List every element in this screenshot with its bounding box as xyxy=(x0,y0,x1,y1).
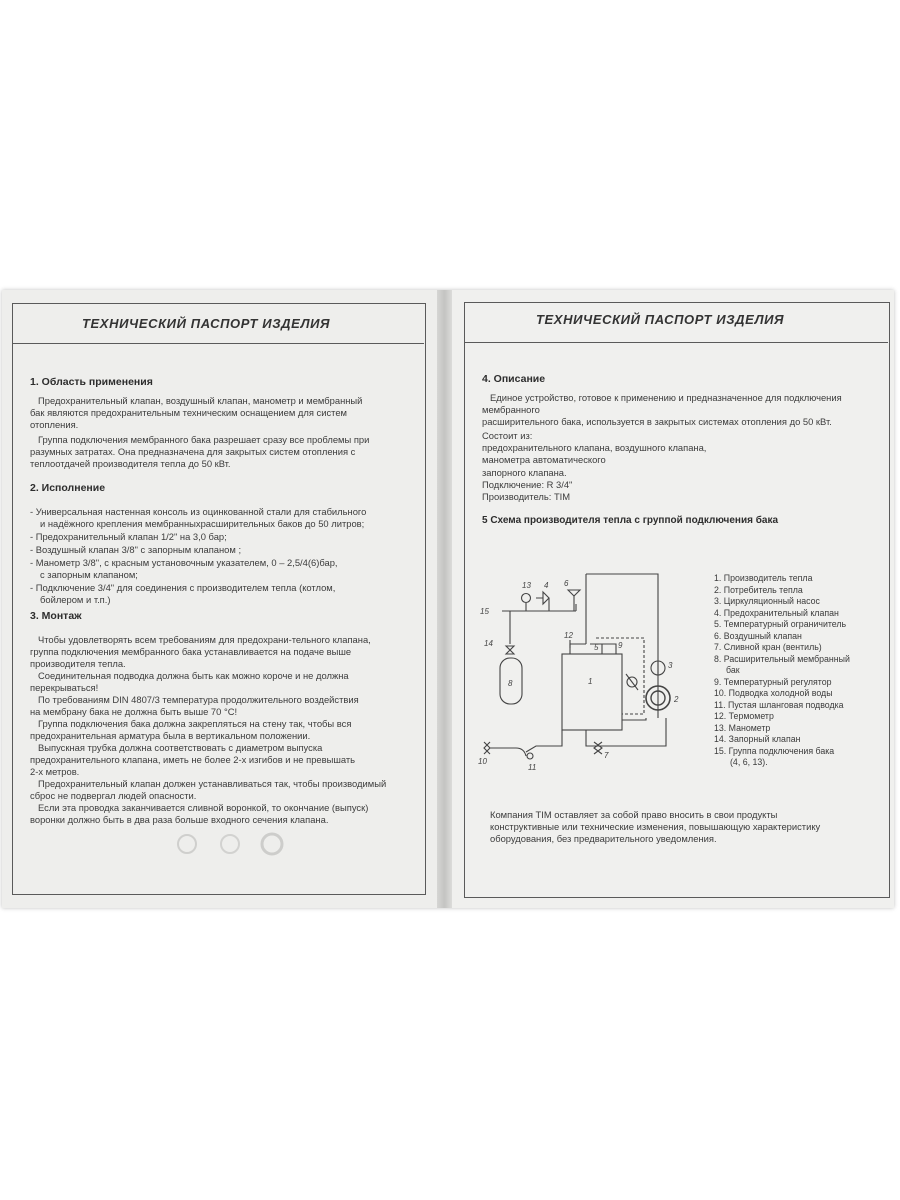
section3-line: предохранительного клапана, иметь не более 2-х изгибов и не превышать xyxy=(30,754,356,765)
section4-line: предохранительного клапана, воздушного клапана, xyxy=(482,442,707,453)
section2-line: - Манометр 3/8", с красным установочным указателем, 0 – 2,5/4(6)бар, xyxy=(30,557,338,568)
section1-line: разумных затратах. Она предназначена для закрытых систем отопления с xyxy=(30,446,356,457)
section3-line: группа подключения мембранного бака устанавливается на подаче выше xyxy=(30,646,352,657)
section2-line: бойлером и т.п.) xyxy=(40,594,111,605)
section2-line: - Подключение 3/4" для соединения с производителем тепла (котлом, xyxy=(30,582,336,593)
diagram-label-15: 15 xyxy=(480,607,489,616)
section4-line: Подключение: R 3/4" xyxy=(482,479,573,490)
section1-line: Предохранительный клапан, воздушный клапан, манометр и мембранный xyxy=(38,395,363,406)
legend-item: 13. Манометр xyxy=(714,722,771,733)
right-page xyxy=(452,290,894,908)
diagram-label-1: 1 xyxy=(588,677,593,686)
section1-line: теплоотдачей производителя тепла до 50 кВт. xyxy=(30,458,231,469)
section4-line: запорного клапана. xyxy=(482,467,567,478)
legend-item: 14. Запорный клапан xyxy=(714,734,801,744)
section3-line: Если эта проводка заканчивается сливной воронкой, то окончание (выпуск) xyxy=(38,802,369,813)
section1-line: отопления. xyxy=(30,419,79,430)
heating-schematic-diagram xyxy=(476,564,708,774)
legend-item: 4. Предохранительный клапан xyxy=(714,607,839,618)
footer-note-line: Компания TIM оставляет за собой право вносить в свои продукты xyxy=(490,809,778,820)
section4-line: Состоит из: xyxy=(482,430,533,441)
section2-line: с запорным клапаном; xyxy=(40,569,138,580)
diagram-label-12: 12 xyxy=(564,631,573,640)
diagram-label-2: 2 xyxy=(674,695,679,704)
diagram-label-3: 3 xyxy=(668,661,673,670)
section3-line: на мембрану бака не должна быть выше 70 °С! xyxy=(30,706,238,717)
legend-item: 12. Термометр xyxy=(714,711,774,721)
section4-heading: 4. Описание xyxy=(482,373,546,385)
section3-heading: 3. Монтаж xyxy=(30,610,82,622)
legend-item: 1. Производитель тепла xyxy=(714,573,813,583)
left-page xyxy=(2,290,437,908)
section3-line: Группа подключения бака должна закрепляться на стену так, чтобы вся xyxy=(38,718,352,729)
section3-line: воронки должно быть в два раза больше входного сечения клапана. xyxy=(30,814,329,825)
diagram-label-4: 4 xyxy=(544,581,549,590)
legend-item: 5. Температурный ограничитель xyxy=(714,619,847,629)
booklet-spine xyxy=(437,290,452,908)
section4-line: мембранного xyxy=(482,404,540,415)
legend-item: 2. Потребитель тепла xyxy=(714,584,803,595)
boiler-symbol xyxy=(562,654,622,730)
legend-item: бак xyxy=(726,665,740,675)
section3-line: перекрываться! xyxy=(30,682,99,693)
diagram-label-14: 14 xyxy=(484,639,493,648)
section2-line: и надёжного крепления мембранныхрасширительных баков до 50 литров; xyxy=(40,518,365,529)
section2-line: - Воздушный клапан 3/8" с запорным клапаном ; xyxy=(30,544,242,555)
left-page-title: ТЕХНИЧЕСКИЙ ПАСПОРТ ИЗДЕЛИЯ xyxy=(82,316,331,331)
drain-valve-symbol xyxy=(594,742,602,754)
section3-line: Выпускная трубка должна соответствовать с диаметром выпуска xyxy=(38,742,323,753)
footer-note-line: оборудования, без предварительного уведомления. xyxy=(490,833,717,844)
diagram-label-5: 5 xyxy=(594,643,599,652)
footer-note-line: конструктивные или технические изменения, повышающую характеристику xyxy=(490,821,821,832)
section3-line: предохранительная арматура была в вертикальном положении. xyxy=(30,730,311,741)
section3-line: Предохранительный клапан должен устанавливаться так, чтобы производимый xyxy=(38,778,387,789)
section3-line: производителя тепла. xyxy=(30,658,126,669)
legend-item: 7. Сливной кран (вентиль) xyxy=(714,642,822,652)
diagram-label-8: 8 xyxy=(508,679,513,688)
section1-line: бак являются предохранительным техническим оснащением для систем xyxy=(30,407,348,418)
hose-connection-symbol xyxy=(527,753,533,759)
legend-item: 10. Подводка холодной воды xyxy=(714,688,833,698)
section3-line: Соединительная подводка должна быть как можно короче и не должна xyxy=(38,670,349,681)
section1-line: Группа подключения мембранного бака разрешает сразу все проблемы при xyxy=(38,434,370,445)
legend-item: 11. Пустая шланговая подводка xyxy=(714,699,844,710)
section5-heading: 5 Схема производителя тепла с группой подключения бака xyxy=(482,515,779,526)
legend-item: (4, 6, 13). xyxy=(730,757,768,767)
right-header-divider xyxy=(464,342,888,343)
right-page-title: ТЕХНИЧЕСКИЙ ПАСПОРТ ИЗДЕЛИЯ xyxy=(536,312,785,327)
left-header-divider xyxy=(12,343,424,344)
section4-line: манометра автоматического xyxy=(482,454,606,465)
section3-line: По требованиям DIN 4807/3 температура продолжительного воздействия xyxy=(38,694,359,705)
legend-item: 8. Расширительный мембранный xyxy=(714,653,850,664)
schematic-legend xyxy=(714,573,850,769)
diagram-label-11: 11 xyxy=(528,763,537,772)
safety-valve-symbol xyxy=(536,592,549,604)
section3-line: 2-х метров. xyxy=(30,766,80,777)
legend-item: 3. Циркуляционный насос xyxy=(714,596,820,606)
section4-line: Производитель: TIM xyxy=(482,491,571,502)
section4-line: Единое устройство, готовое к применению и предназначенное для подключения xyxy=(490,392,842,403)
diagram-label-7: 7 xyxy=(604,751,609,760)
return-pipe xyxy=(586,718,666,746)
section2-heading: 2. Исполнение xyxy=(30,482,106,494)
shutoff-valve-symbol xyxy=(506,646,514,654)
section3-line: Чтобы удовлетворять всем требованиям для предохрани-тельного клапана, xyxy=(38,634,371,645)
diagram-label-10: 10 xyxy=(478,757,487,766)
diagram-label-6: 6 xyxy=(564,579,569,588)
diagram-label-9: 9 xyxy=(618,641,623,650)
air-valve-symbol xyxy=(568,590,580,596)
legend-item: 6. Воздушный клапан xyxy=(714,630,802,641)
diagram-label-13: 13 xyxy=(522,581,531,590)
manometer-symbol xyxy=(522,594,531,603)
booklet xyxy=(2,290,894,908)
faint-show-through-marks xyxy=(172,830,292,860)
legend-item: 9. Температурный регулятор xyxy=(714,676,832,687)
legend-item: 15. Группа подключения бака xyxy=(714,745,835,756)
cold-water-valve-symbol xyxy=(484,742,490,754)
section1-heading: 1. Область применения xyxy=(30,376,153,388)
section4-line: расширительного бака, используется в закрытых системах отопления до 50 кВт. xyxy=(482,416,832,427)
section2-line: - Универсальная настенная консоль из оцинкованной стали для стабильного xyxy=(30,506,367,517)
section3-line: сброс не подвергал людей опасности. xyxy=(30,790,197,801)
section2-line: - Предохранительный клапан 1/2" на 3,0 бар; xyxy=(30,531,227,542)
